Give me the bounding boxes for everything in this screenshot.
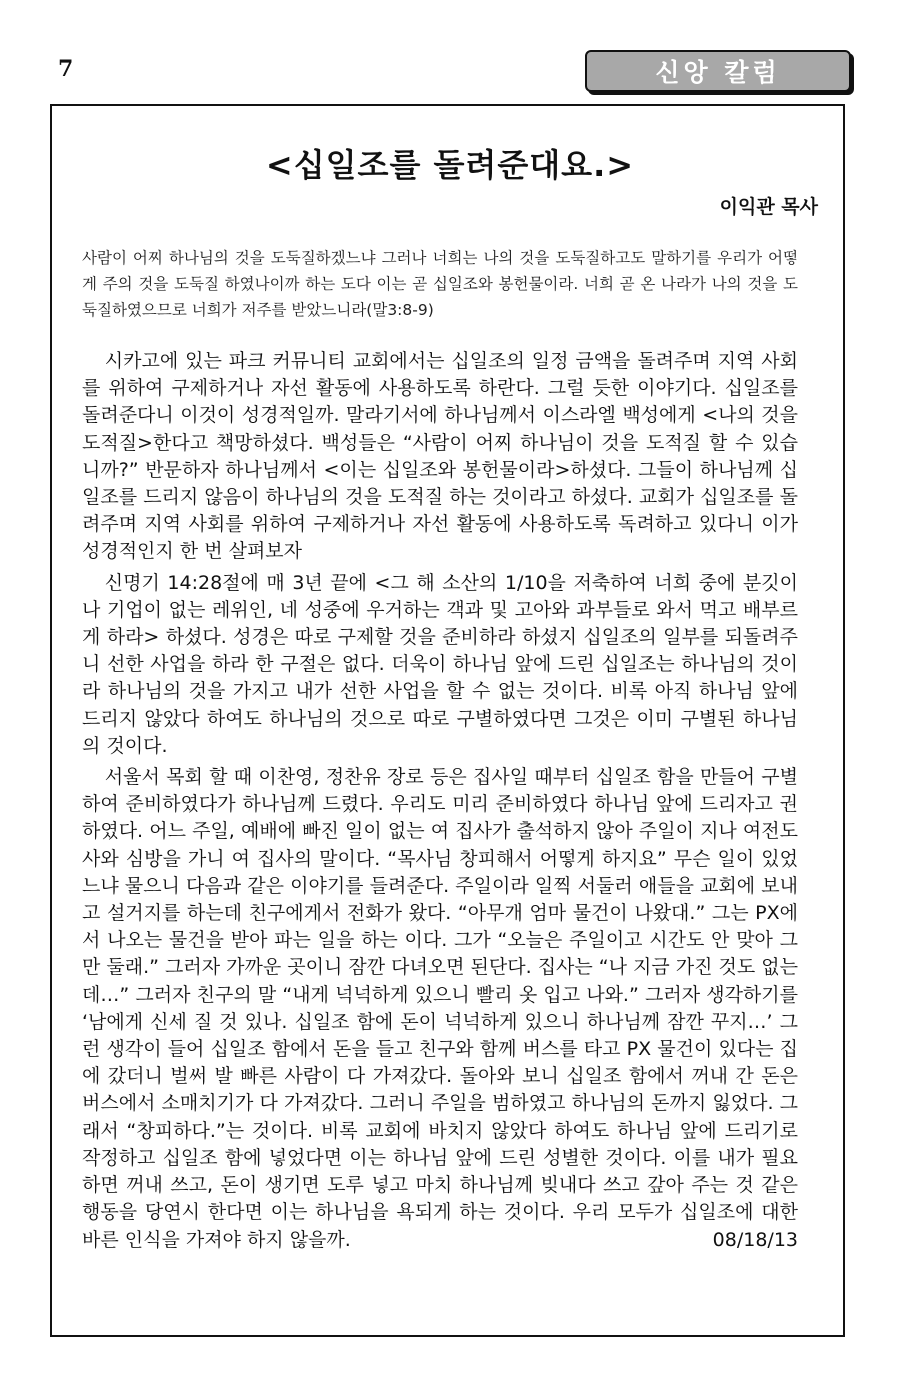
- section-tab: 신앙 칼럼: [585, 50, 851, 92]
- article-author: 이익관 목사: [719, 196, 818, 218]
- article-date: 08/18/13: [712, 1228, 798, 1251]
- body-paragraph-3-text: 서울서 목회 할 때 이찬영, 정찬유 장로 등은 집사일 때부터 십일조 함을 만들어 구별하여 준비하였다가 하나님께 드렸다. 우리도 미리 준비하였다 하나님 앞에 드리자고 권하였다. 어느 주일, 예배에 빠진 일이 없는 여 집사가 출석하지 않아 주일이 지나 여전도사와 심방을 가니 여 집사의 말이다. “목사님 창피해서 어떻게 하지요” 무슨 일이 있었느냐 물으니 다음과 같은 이야기를 들려준다. 주일이라 일찍 서둘러 애들을 교회에 보내고 설거지를 하는데 친구에게서 전화가 왔다. “아무개 엄마 물건이 나왔대.” 그는 PX에서 나오는 물건을 받아 파는 일을 하는 이다. 그가 “오늘은 주일이고 시간도 안 맞아 그만 둘래.” 그러자 가까운 곳이니 잠깐 다녀오면 된단다. 집사는 “나 지금 가진 것도 없는데…” 그러자 친구의 말 “내게 넉넉하게 있으니 빨리 옷 입고 나와.” 그러자 생각하기를 ‘남에게 신세 질 것 있나. 십일조 함에 돈이 넉넉하게 있으니 하나님께 잠깐 꾸지…’ 그런 생각이 들어 십일조 함에서 돈을 들고 친구와 함께 버스를 타고 PX 물건이 있다는 집에 갔더니 벌써 발 빠른 사람이 다 가져갔다. 돌아와 보니 십일조 함에서 꺼내 간 돈은 버스에서 소매치기가 다 가져갔다. 그러니 주일을 범하였고 하나님의 돈까지 잃었다. 그래서 “창피하다.”는 것이다. 비록 교회에 바치지 않았다 하여도 하나님 앞에 드리기로 작정하고 십일조 함에 넣었다면 이는 하나님 앞에 드린 성별한 것이다. 이를 내가 필요하면 꺼내 쓰고, 돈이 생기면 도루 넣고 마치 하나님께 빚내다 쓰고 갚아 주는 것 같은 행동을 당연시 한다면 이는 하나님을 욕되게 하는 것이다. 우리 모두가 십일조에 대한 바른 인식을 가져야 하지 않을까.: [82, 766, 798, 1251]
- body-paragraph-1: 시카고에 있는 파크 커뮤니티 교회에서는 십일조의 일정 금액을 돌려주며 지역 사회를 위하여 구제하거나 자선 활동에 사용하도록 하란다. 그럴 듯한 이야기다. 십일조를 돌려준다니 이것이 성경적일까. 말라기서에 하나님께서 이스라엘 백성에게 <나의 것을 도적질>한다고 책망하셨다. 백성들은 “사람이 어찌 하나님이 것을 도적질 할 수 있습니까?” 반문하자 하나님께서 <이는 십일조와 봉헌물이라>하셨다. 그들이 하나님께 십일조를 드리지 않음이 하나님의 것을 도적질 하는 것이라고 하셨다. 교회가 십일조를 돌려주며 지역 사회를 위하여 구제하거나 자선 활동에 사용하도록 독려하고 있다니 이가 성경적인지 한 번 살펴보자: [82, 350, 798, 563]
- article-title: <십일조를 돌려준대요.>: [265, 146, 635, 184]
- article-body: [82, 348, 798, 1258]
- page-number: 7: [58, 56, 74, 82]
- scripture-epigraph: 사람이 어찌 하나님의 것을 도둑질하겠느냐 그러나 너희는 나의 것을 도둑질하고도 말하기를 우리가 어떻게 주의 것을 도둑질 하였나이까 하는 도다 이는 곧 십일조와 봉헌물이라. 너희 곧 온 나라가 나의 것을 도둑질하였으므로 너희가 저주를 받았느니라(말3:8-9): [82, 249, 798, 319]
- body-paragraph-3: [82, 764, 798, 1254]
- body-paragraph-2: 신명기 14:28절에 매 3년 끝에 <그 해 소산의 1/10을 저축하여 너희 중에 분깃이나 기업이 없는 레위인, 네 성중에 우거하는 객과 및 고아와 과부들로 와서 먹고 배부르게 하라> 하셨다. 성경은 따로 구제할 것을 준비하라 하셨지 십일조의 일부를 되돌려주니 선한 사업을 하라 한 구절은 없다. 더욱이 하나님 앞에 드린 십일조는 하나님의 것이라 하나님의 것을 가지고 내가 선한 사업을 할 수 없는 것이다. 비록 아직 하나님 앞에 드리지 않았다 하여도 하나님의 것으로 따로 구별하였다면 그것은 이미 구별된 하나님의 것이다.: [82, 571, 798, 757]
